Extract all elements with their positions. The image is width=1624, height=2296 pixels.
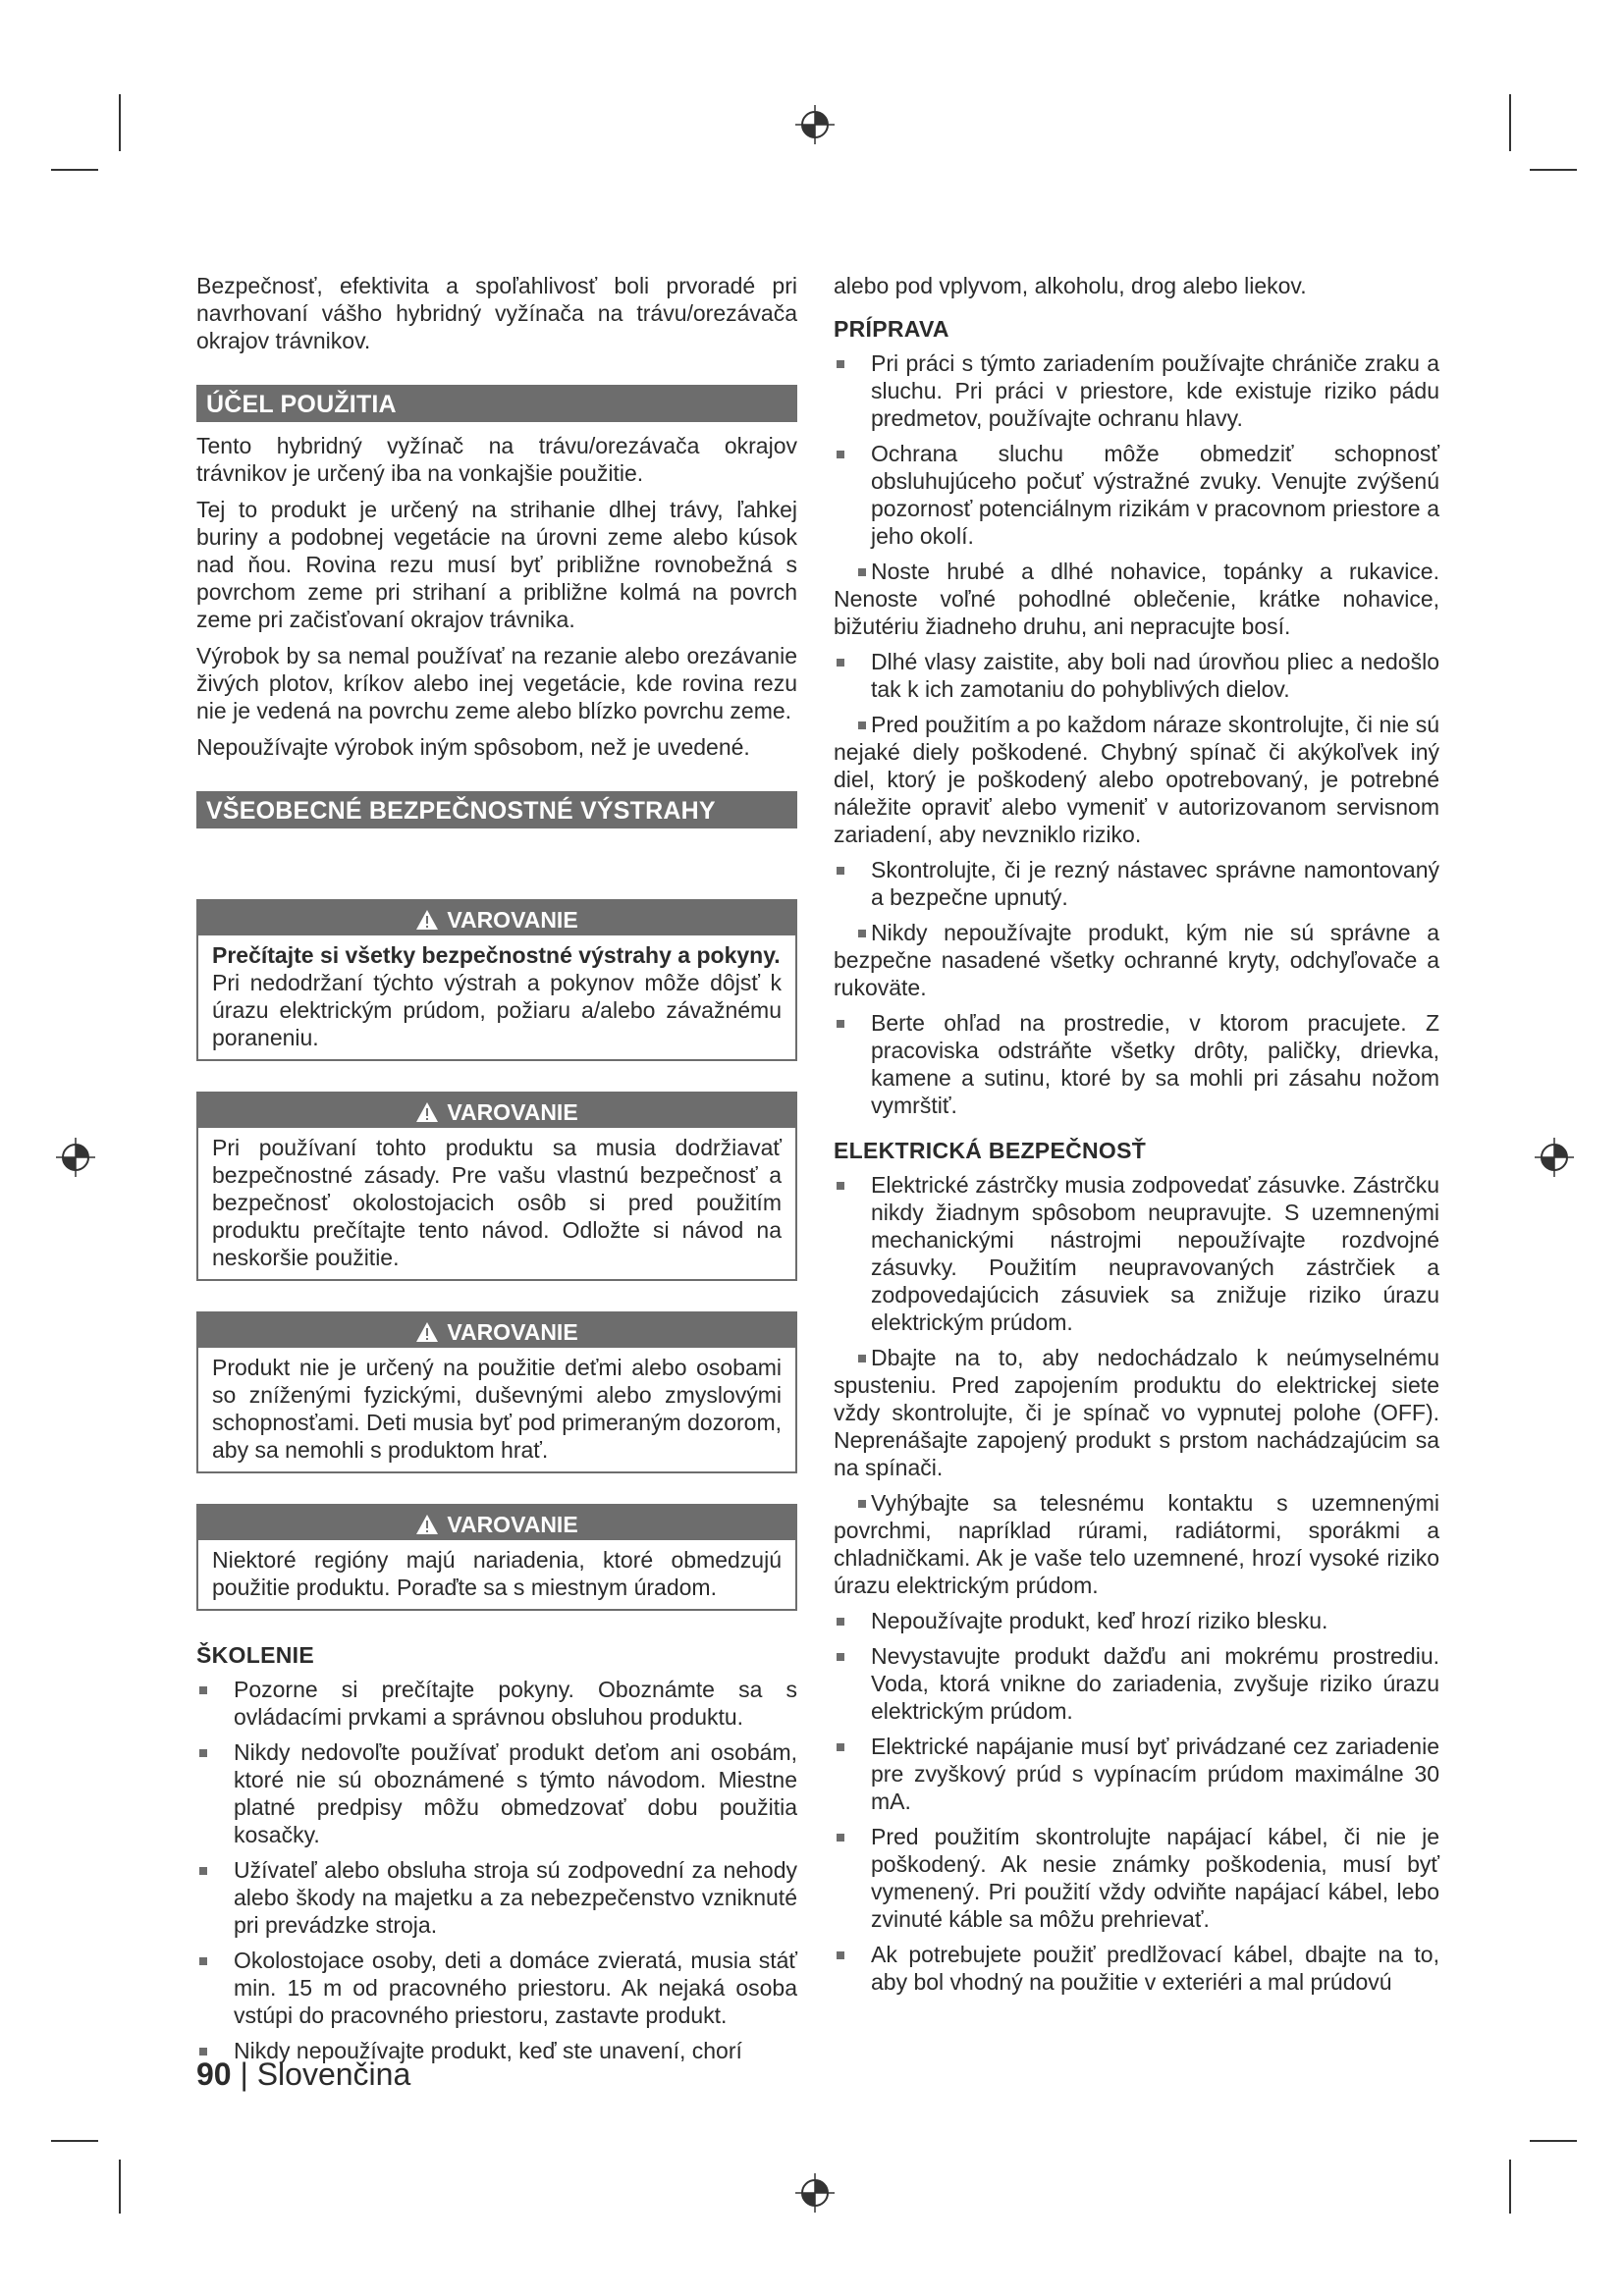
list-item: Nikdy nepoužívajte produkt, kým nie sú správne a bezpečne nasadené všetky ochranné kryty, odchyľovače a rukoväte. [834,920,1439,1000]
registration-mark-icon [1533,1136,1576,1179]
list-item: Okolostojace osoby, deti a domáce zvieratá, musia stáť min. 15 m od pracovného priestoru. Ak nejaká osoba vstúpi do pracovného priestoru, zastavte produkt. [196,1947,797,2029]
list-item: Pred použitím skontrolujte napájací kábel, či nie je poškodený. Ak nesie známky poškodenia, musí byť vymenený. Pri použití vždy odviňte napájací kábel, lebo zvinuté káble sa môžu prehrievať. [834,1823,1439,1933]
warning-label: VAROVANIE [447,1512,578,1537]
list-item: Užívateľ alebo obsluha stroja sú zodpovední za nehody alebo škody na majetku a za nebezpečenstvo vzniknuté pri prevádzke stroja. [196,1856,797,1939]
warning-header [198,1094,795,1128]
warning-box [196,899,797,1061]
usage-heading: ÚČEL POUŽITIA [196,385,797,422]
crop-mark [51,2140,98,2142]
usage-paragraph: Tej to produkt je určený na strihanie dlhej trávy, ľahkej buriny a podobnej vegetácie na úrovni zeme alebo kúsok nad ňou. Rovina rezu musí byť približne rovnobežná s povrchom zeme pri strihaní a približne kolmá na povrch zeme pri začisťovaní okrajov trávnika. [196,497,797,632]
warning-box [196,1311,797,1473]
warning-text: Niektoré regióny majú nariadenia, ktoré obmedzujú použitie produktu. Poraďte sa s miestnym úradom. [212,1547,782,1600]
crop-mark [51,169,98,171]
crop-mark [1530,169,1577,171]
warning-text: Produkt nie je určený na použitie deťmi alebo osobami so zníženými fyzickými, duševnými alebo zmyslovými schopnosťami. Deti musia byť pod primeraným dozorom, aby sa nemohli s produktom hrať. [212,1355,782,1463]
warning-box [196,1504,797,1611]
registration-mark-icon [793,103,837,146]
intro-paragraph: Bezpečnosť, efektivita a spoľahlivosť boli prvoradé pri navrhovaní vášho hybridný vyžínača na trávu/orezávača okrajov trávnikov. [196,273,797,353]
usage-paragraph: Nepoužívajte výrobok iným spôsobom, než je uvedené. [196,734,750,760]
page-footer [196,2056,410,2093]
left-column [196,272,797,2072]
list-item: Noste hrubé a dlhé nohavice, topánky a rukavice. Nenoste voľné pohodlné oblečenie, krátke nohavice, bižutériu žiadneho druhu, ani nepracujte bosí. [834,559,1439,639]
right-column [834,272,1439,2003]
training-list [196,1676,797,2064]
registration-mark-icon [54,1136,97,1179]
footer-separator: | [240,2056,248,2092]
warning-header [198,901,795,935]
crop-mark [1509,2160,1511,2214]
warning-label: VAROVANIE [447,1319,578,1345]
page-number: 90 [196,2056,232,2092]
list-item: Pred použitím a po každom náraze skontrolujte, či nie sú nejaké diely poškodené. Chybný spínač či akýkoľvek iný diel, ktorý je poškodený alebo opotrebovaný, je potrebné náležite opraviť alebo vymeniť v autorizovanom servisnom zariadení, aby nevzniklo riziko. [834,712,1439,847]
crop-mark [119,2160,121,2214]
list-item: Nikdy nepoužívajte produkt, keď ste unavení, chorí [196,2037,797,2064]
warning-text: Pri nedodržaní týchto výstrah a pokynov môže dôjsť k úrazu elektrickým prúdom, požiaru a/alebo závažnému poraneniu. [212,970,782,1050]
list-item: Ochrana sluchu môže obmedziť schopnosť obsluhujúceho počuť výstražné zvuky. Venujte zvýšenú pozornosť potenciálnym rizikám v pracovnom priestore a jeho okolí. [834,440,1439,550]
list-item: Pozorne si prečítajte pokyny. Oboznámte sa s ovládacími prvkami a správnou obsluhou produktu. [196,1676,797,1731]
warning-triangle-icon [415,909,439,931]
list-item: Dbajte na to, aby nedochádzalo k neúmyselnému spusteniu. Pred zapojením produktu do elektrickej siete vždy skontrolujte, či je spínač vo vypnutej polohe (OFF). Neprenášajte zapojený produkt s prstom nachádzajúcim sa na spínači. [834,1345,1439,1480]
warning-triangle-icon [415,1321,439,1343]
crop-mark [1530,2140,1577,2142]
list-item: Berte ohľad na prostredie, v ktorom pracujete. Z pracoviska odstráňte všetky drôty, paličky, drievka, kamene a sutinu, ktoré by sa mohli pri zásahu nožom vymrštiť. [834,1009,1439,1119]
warning-header [198,1313,795,1348]
crop-mark [119,94,121,151]
training-heading: ŠKOLENIE [196,1642,314,1668]
prep-heading: PRÍPRAVA [834,316,949,342]
warning-label: VAROVANIE [447,1099,578,1125]
warning-label: VAROVANIE [447,907,578,933]
warning-triangle-icon [415,1101,439,1123]
list-item: Elektrické napájanie musí byť privádzané cez zariadenie pre zvyškový prúd s vypínacím prúdom maximálne 30 mA. [834,1733,1439,1815]
usage-paragraph: Tento hybridný vyžínač na trávu/orezávača okrajov trávnikov je určený iba na vonkajšie použitie. [196,433,797,486]
general-warnings-heading: VŠEOBECNÉ BEZPEČNOSTNÉ VÝSTRAHY [196,791,797,828]
warning-header [198,1506,795,1540]
list-item: Nevystavujte produkt dažďu ani mokrému prostrediu. Voda, ktorá vnikne do zariadenia, zvyšuje riziko úrazu elektrickým prúdom. [834,1642,1439,1725]
crop-mark [1509,94,1511,151]
footer-language: Slovenčina [256,2056,411,2092]
list-item: Elektrické zástrčky musia zodpovedať zásuvke. Zástrčku nikdy žiadnym spôsobom neupravujte. S uzemnenými mechanickými nástrojmi nepoužívajte rozdvojné zásuvky. Použitím neupravovaných zástrčiek a zodpovedajúcich zásuviek sa znižuje riziko úrazu elektrickým prúdom. [834,1171,1439,1336]
warning-bold-text: Prečítajte si všetky bezpečnostné výstrahy a pokyny. [212,942,781,968]
prep-list [834,349,1439,1119]
warning-box [196,1092,797,1281]
list-item: Ak potrebujete použiť predlžovací kábel, dbajte na to, aby bol vhodný na použitie v exteriéri a mal prúdovú [834,1941,1439,1996]
list-item: Nepoužívajte produkt, keď hrozí riziko blesku. [834,1607,1439,1634]
list-item: Vyhýbajte sa telesnému kontaktu s uzemnenými povrchmi, napríklad rúrami, radiátormi, sporákmi a chladničkami. Ak je vaše telo uzemnené, hrozí vysoké riziko úrazu elektrickým prúdom. [834,1490,1439,1598]
continued-paragraph: alebo pod vplyvom, alkoholu, drog alebo liekov. [834,273,1307,298]
electric-heading: ELEKTRICKÁ BEZPEČNOSŤ [834,1138,1147,1163]
usage-paragraph: Výrobok by sa nemal používať na rezanie alebo orezávanie živých plotov, kríkov alebo inej vegetácie, kde rovina rezu nie je vedená na povrchu zeme alebo blízko povrchu zeme. [196,643,797,723]
registration-mark-icon [793,2171,837,2215]
list-item: Skontrolujte, či je rezný nástavec správne namontovaný a bezpečne upnutý. [834,856,1439,911]
warning-triangle-icon [415,1514,439,1535]
warning-text: Pri používaní tohto produktu sa musia dodržiavať bezpečnostné zásady. Pre vašu vlastnú bezpečnosť a bezpečnosť okolostojacich osôb si pred použitím produktu prečítajte tento návod. Odložte si návod na neskoršie použitie. [212,1135,782,1270]
electric-list [834,1171,1439,1996]
list-item: Pri práci s týmto zariadením používajte chrániče zraku a sluchu. Pri práci v priestore, kde existuje riziko pádu predmetov, používajte ochranu hlavy. [834,349,1439,432]
list-item: Dlhé vlasy zaistite, aby boli nad úrovňou pliec a nedošlo tak k ich zamotaniu do pohyblivých dielov. [834,648,1439,703]
list-item: Nikdy nedovoľte používať produkt deťom ani osobám, ktoré nie sú oboznámené s týmto návodom. Miestne platné predpisy môžu obmedzovať dobu použitia kosačky. [196,1738,797,1848]
